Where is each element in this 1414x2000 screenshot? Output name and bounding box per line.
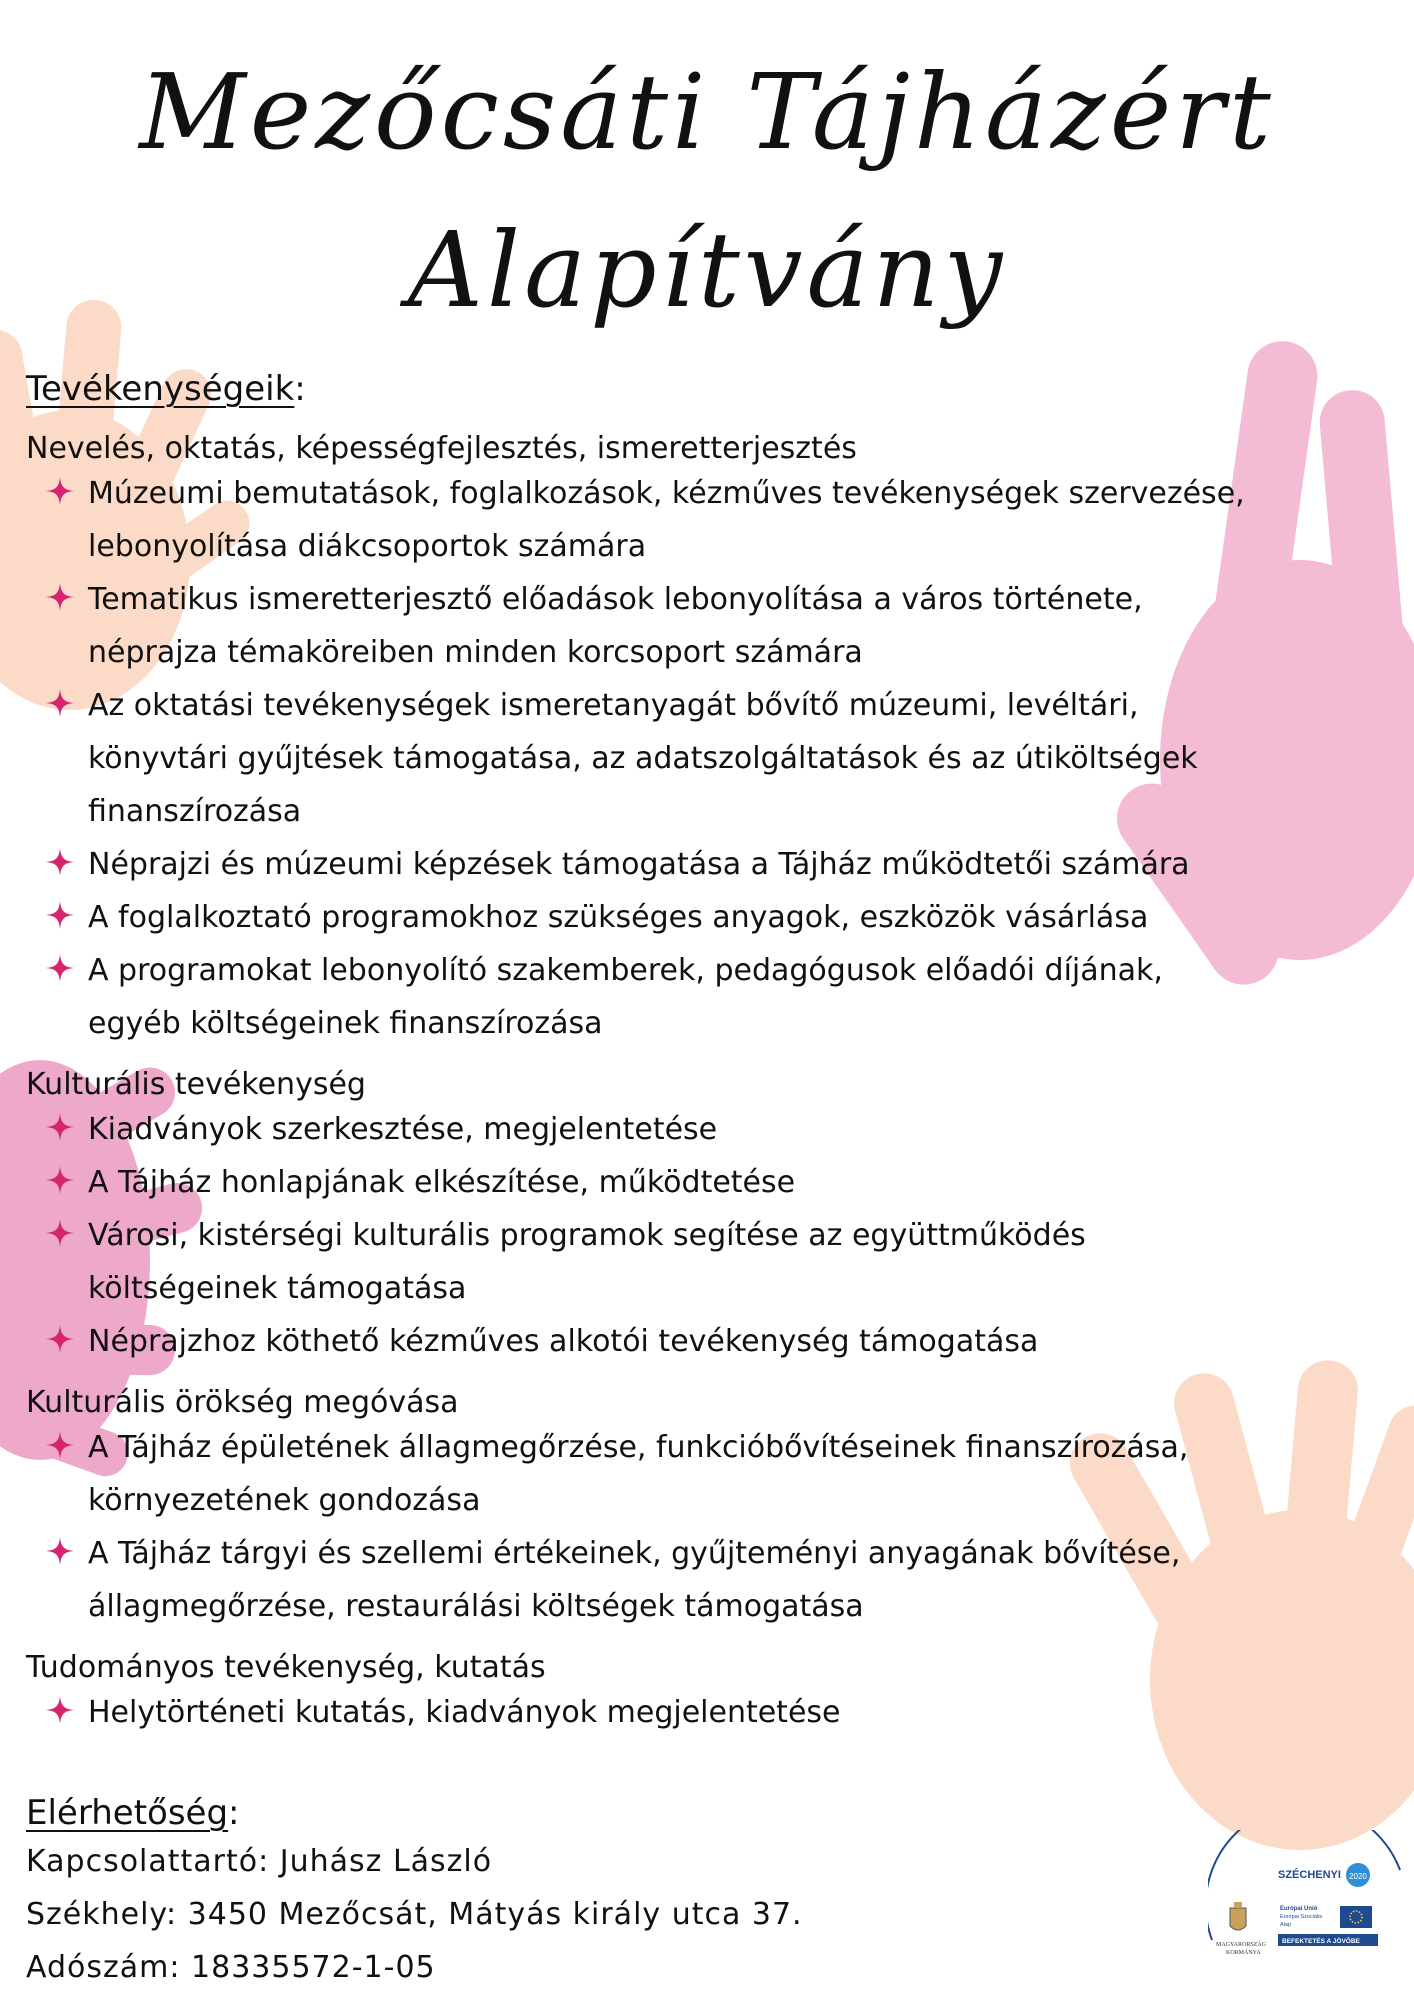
- bullet-item-continuation: finanszírozása: [88, 794, 302, 829]
- logo-brand-text: SZÉCHENYI: [1278, 1869, 1341, 1881]
- contact-tax-number: Adószám: 18335572-1-05: [26, 1950, 436, 1985]
- bullet-star-icon: [45, 1536, 75, 1566]
- szechenyi-2020-logo: [1208, 1830, 1406, 1995]
- bullet-item: A programokat lebonyolító szakemberek, pedagógusok előadói díjának,: [88, 953, 1163, 988]
- bullet-item-continuation: egyéb költségeinek finanszírozása: [88, 1006, 603, 1041]
- bullet-star-icon: [45, 476, 75, 506]
- activities-heading: [26, 368, 306, 410]
- bullet-item-continuation: állagmegőrzése, restaurálási költségek támogatása: [88, 1589, 864, 1624]
- activities-heading-colon: :: [294, 369, 306, 409]
- section-title: Kulturális örökség megóvása: [26, 1385, 459, 1420]
- bullet-star-icon: [45, 1165, 75, 1195]
- bullet-item: Az oktatási tevékenységek ismeretanyagát bővítő múzeumi, levéltári,: [88, 688, 1139, 723]
- bullet-item: A Tájház épületének állagmegőrzése, funkcióbővítéseinek finanszírozása,: [88, 1430, 1189, 1465]
- bullet-item: Kiadványok szerkesztése, megjelentetése: [88, 1112, 718, 1147]
- logo-government-line-2: KORMÁNYA: [1226, 1950, 1261, 1956]
- section-title: Tudományos tevékenység, kutatás: [26, 1650, 546, 1685]
- bullet-star-icon: [45, 1324, 75, 1354]
- bullet-star-icon: [45, 953, 75, 983]
- logo-slogan-text: BEFEKTETÉS A JÖVŐBE: [1282, 1938, 1360, 1945]
- bullet-item: Néprajzi és múzeumi képzések támogatása a Tájház működtetői számára: [88, 847, 1190, 882]
- bullet-item-continuation: költségeinek támogatása: [88, 1271, 467, 1306]
- bullet-item-continuation: néprajza témaköreiben minden korcsoport számára: [88, 635, 863, 670]
- bullet-item-continuation: lebonyolítása diákcsoportok számára: [88, 529, 647, 564]
- bullet-item: Városi, kistérségi kulturális programok segítése az együttműködés: [88, 1218, 1086, 1253]
- bullet-item-continuation: környezetének gondozása: [88, 1483, 481, 1518]
- page-title-line-1: Mezőcsáti Tájházért: [139, 51, 1275, 173]
- bullet-item: Tematikus ismeretterjesztő előadások lebonyolítása a város története,: [88, 582, 1143, 617]
- contact-heading: [26, 1792, 240, 1834]
- bullet-star-icon: [45, 847, 75, 877]
- bullet-star-icon: [45, 1218, 75, 1248]
- logo-eu-line-2: Európai Szociális: [1280, 1914, 1323, 1920]
- eu-flag-icon: [1340, 1906, 1372, 1928]
- bullet-item: A Tájház honlapjának elkészítése, működtetése: [88, 1165, 796, 1200]
- bullet-item-continuation: könyvtári gyűjtések támogatása, az adatszolgáltatások és az útiköltségek: [88, 741, 1198, 776]
- bullet-star-icon: [45, 1112, 75, 1142]
- section-title: Nevelés, oktatás, képességfejlesztés, ismeretterjesztés: [26, 431, 857, 466]
- coat-of-arms-icon: [1230, 1902, 1246, 1930]
- bullet-star-icon: [45, 1430, 75, 1460]
- bullet-star-icon: [45, 582, 75, 612]
- bullet-item: Néprajzhoz köthető kézműves alkotói tevékenység támogatása: [88, 1324, 1039, 1359]
- bullet-star-icon: [45, 1695, 75, 1725]
- contact-address: Székhely: 3450 Mezőcsát, Mátyás király utca 37.: [26, 1897, 803, 1932]
- bullet-item: A foglalkoztató programokhoz szükséges anyagok, eszközök vásárlása: [88, 900, 1149, 935]
- bullet-star-icon: [45, 900, 75, 930]
- logo-eu-line-3: Alap: [1280, 1922, 1292, 1928]
- bullet-item: Múzeumi bemutatások, foglalkozások, kézműves tevékenységek szervezése,: [88, 476, 1245, 511]
- contact-person: Kapcsolattartó: Juhász László: [26, 1844, 493, 1879]
- logo-year-text: 2020: [1349, 1872, 1367, 1881]
- logo-government-line-1: MAGYARORSZÁG: [1216, 1942, 1267, 1948]
- page-title-line-2: Alapítvány: [407, 209, 1007, 331]
- section-title: Kulturális tevékenység: [26, 1067, 366, 1102]
- logo-eu-line-1: Európai Unió: [1280, 1906, 1318, 1912]
- activities-heading-label: Tevékenységeik: [26, 369, 295, 409]
- contact-heading-label: Elérhetőség: [26, 1793, 229, 1833]
- bullet-item: A Tájház tárgyi és szellemi értékeinek, gyűjteményi anyagának bővítése,: [88, 1536, 1181, 1571]
- bullet-item: Helytörténeti kutatás, kiadványok megjelentetése: [88, 1695, 841, 1730]
- contact-heading-colon: :: [228, 1793, 240, 1833]
- bullet-star-icon: [45, 688, 75, 718]
